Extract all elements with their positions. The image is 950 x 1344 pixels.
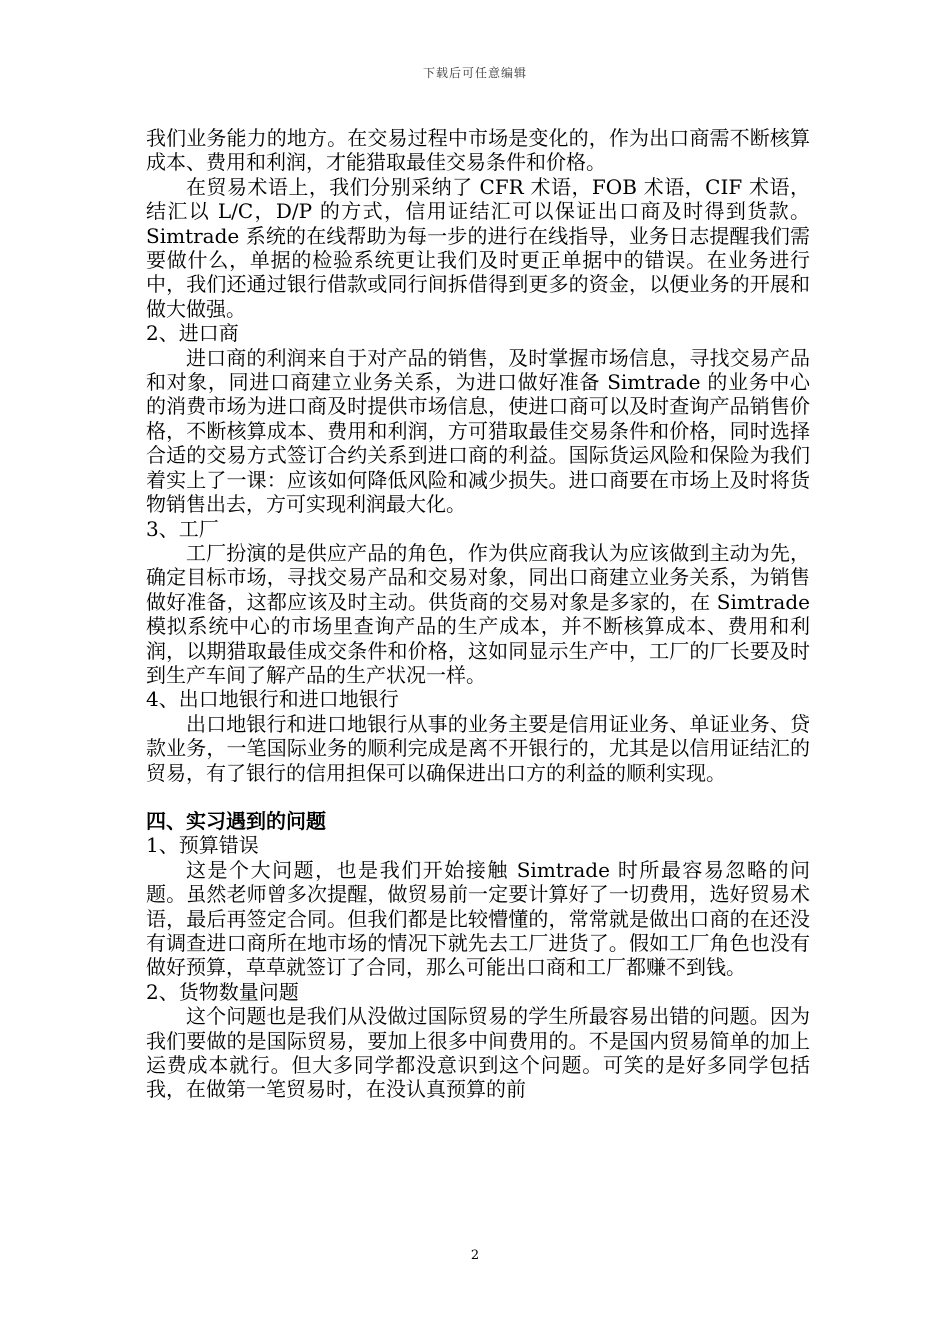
paragraph: 出口地银行和进口地银行从事的业务主要是信用证业务、单证业务、贷款业务，一笔国际业务的顺利完成是离不开银行的，尤其是以信用证结汇的贸易，有了银行的信用担保可以确保进出口方的利益的顺利实现。 — [146, 711, 810, 785]
subsection-title: 2、进口商 — [146, 321, 239, 346]
subsection-title: 2、货物数量问题 — [146, 979, 299, 1004]
paragraph: 这个问题也是我们从没做过国际贸易的学生所最容易出错的问题。因为我们要做的是国际贸易，要加上很多中间费用的。不是国内贸易简单的加上运费成本就行。但大多同学都没意识到这个问题。可笑的是好多同学包括我，在做第一笔贸易时，在没认真预算的前 — [146, 1004, 810, 1102]
subsection-title: 4、出口地银行和进口地银行 — [146, 687, 399, 712]
page-header: 下载后可任意编辑 — [422, 66, 527, 80]
page-number: 2 — [470, 1248, 480, 1263]
paragraph: 工厂扮演的是供应产品的角色，作为供应商我认为应该做到主动为先，确定目标市场，寻找交易产品和交易对象，同出口商建立业务关系，为销售做好准备，这都应该及时主动。供货商的交易对象是多家的，在 Simtrade 模拟系统中心的市场里查询产品的生产成本，并不断核算成本、费用和利润，以期猎取最佳成交条件和价格，这如同显示生产中，工厂的厂长要及时到生产车间了解产品的生产状况一样。 — [146, 540, 810, 687]
paragraph: 在贸易术语上，我们分别采纳了 CFR 术语，FOB 术语，CIF 术语，结汇以 L/C，D/P 的方式，信用证结汇可以保证出口商及时得到货款。Simtrade 系统的在线帮助为每一步的进行在线指导，业务日志提醒我们需要做什么，单据的检验系统更让我们及时更正单据中的错误。在业务进行中，我们还通过银行借款或同行间拆借得到更多的资金，以便业务的开展和做大做强。 — [146, 174, 810, 321]
subsection-title: 3、工厂 — [146, 516, 219, 541]
document-body — [146, 126, 810, 1102]
section-heading: 四、实习遇到的问题 — [146, 808, 326, 833]
paragraph: 我们业务能力的地方。在交易过程中市场是变化的，作为出口商需不断核算成本、费用和利润，才能猎取最佳交易条件和价格。 — [146, 126, 810, 175]
subsection-title: 1、预算错误 — [146, 833, 259, 858]
paragraph: 进口商的利润来自于对产品的销售，及时掌握市场信息，寻找交易产品和对象，同进口商建立业务关系，为进口做好准备 Simtrade 的业务中心的消费市场为进口商及时提供市场信息，使进口商可以及时查询产品销售价格，不断核算成本、费用和利润，方可猎取最佳交易条件和价格，同时选择合适的交易方式签订合约关系到进口商的利益。国际货运风险和保险为我们着实上了一课：应该如何降低风险和减少损失。进口商要在市场上及时将货物销售出去，方可实现利润最大化。 — [146, 345, 810, 517]
paragraph: 这是个大问题，也是我们开始接触 Simtrade 时所最容易忽略的问题。虽然老师曾多次提醒，做贸易前一定要计算好了一切费用，选好贸易术语，最后再签定合同。但我们都是比较懵懂的，常常就是做出口商的在还没有调查进口商所在地市场的情况下就先去工厂进货了。假如工厂角色也没有做好预算，草草就签订了合同，那么可能出口商和工厂都赚不到钱。 — [146, 857, 810, 980]
